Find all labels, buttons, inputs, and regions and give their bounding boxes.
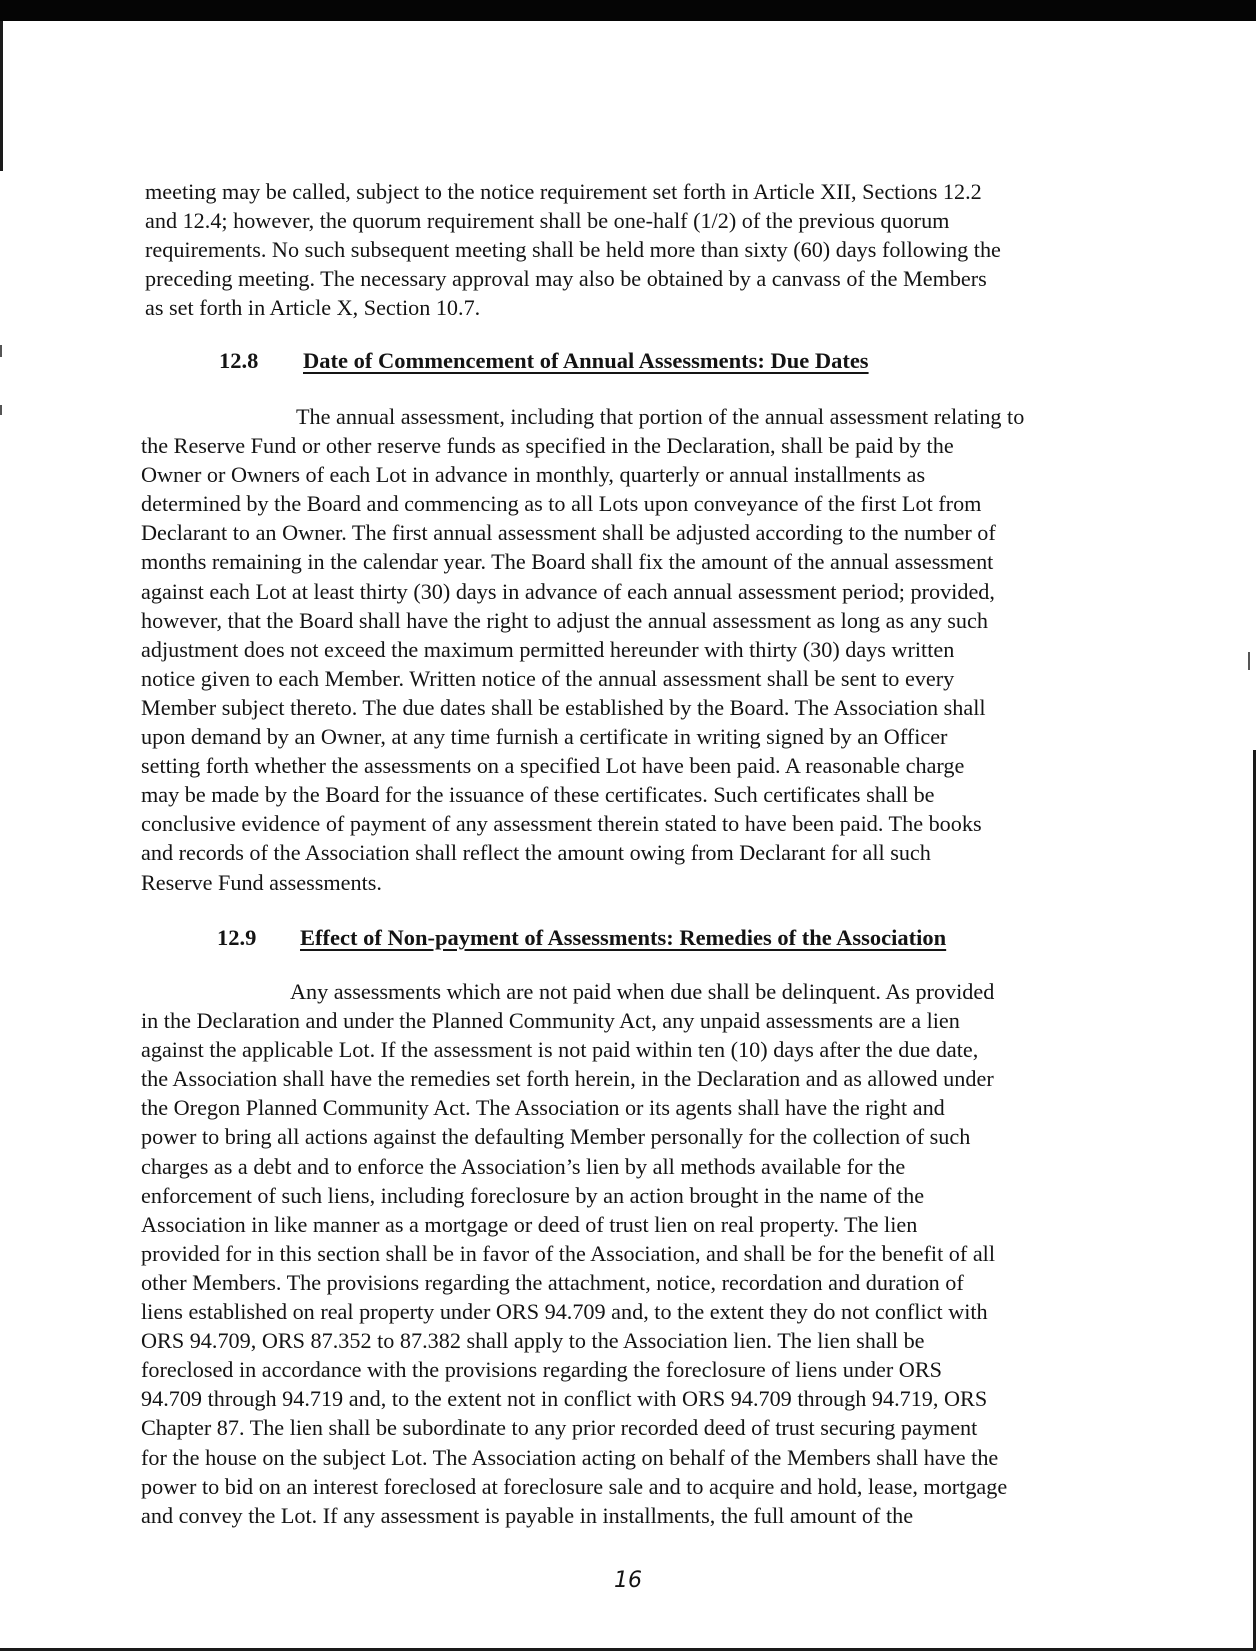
- text-line: setting forth whether the assessments on a specified Lot have been paid. A reasonable charge: [141, 753, 965, 779]
- text-line: in the Declaration and under the Planned Community Act, any unpaid assessments are a lien: [141, 1008, 960, 1034]
- text-line: Member subject thereto. The due dates shall be established by the Board. The Association shall: [141, 694, 986, 720]
- text-line: as set forth in Article X, Section 10.7.: [145, 295, 481, 321]
- section-title: Date of Commencement of Annual Assessments: Due Dates: [303, 348, 869, 373]
- text-line: and convey the Lot. If any assessment is payable in installments, the full amount of the: [141, 1502, 914, 1528]
- text-line: and records of the Association shall reflect the amount owing from Declarant for all such: [141, 840, 931, 866]
- section-12-9-body: [141, 977, 1007, 1530]
- text-line: 94.709 through 94.719 and, to the extent not in conflict with ORS 94.709 through 94.719, ORS: [141, 1386, 988, 1412]
- text-line: for the house on the subject Lot. The Association acting on behalf of the Members shall have the: [141, 1444, 999, 1470]
- text-line: enforcement of such liens, including foreclosure by an action brought in the name of the: [141, 1182, 925, 1208]
- section-12-8-heading: [219, 348, 869, 374]
- page-number: 16: [614, 1568, 642, 1593]
- section-number: 12.8: [219, 348, 259, 373]
- opening-paragraph: [145, 177, 1001, 322]
- section-number: 12.9: [217, 925, 257, 950]
- text-line: charges as a debt and to enforce the Association’s lien by all methods available for the: [141, 1153, 906, 1179]
- text-line: and 12.4; however, the quorum requirement shall be one-half (1/2) of the previous quorum: [145, 208, 950, 234]
- text-line: the Association shall have the remedies set forth herein, in the Declaration and as allowed under: [141, 1066, 994, 1092]
- scan-artifact-mark: [0, 345, 2, 357]
- text-line: meeting may be called, subject to the notice requirement set forth in Article XII, Sections 12.2: [145, 179, 982, 204]
- text-line: determined by the Board and commencing as to all Lots upon conveyance of the first Lot from: [141, 491, 982, 517]
- scan-top-border: [0, 0, 1256, 21]
- text-line: Declarant to an Owner. The first annual assessment shall be adjusted according to the number of: [141, 520, 996, 546]
- text-line: foreclosed in accordance with the provisions regarding the foreclosure of liens under ORS: [141, 1357, 942, 1383]
- text-line: Association in like manner as a mortgage or deed of trust lien on real property. The lien: [141, 1211, 918, 1237]
- text-line: however, that the Board shall have the right to adjust the annual assessment as long as any such: [141, 607, 988, 633]
- text-line: Owner or Owners of each Lot in advance in monthly, quarterly or annual installments as: [141, 462, 926, 488]
- text-line: months remaining in the calendar year. The Board shall fix the amount of the annual assessment: [141, 549, 994, 575]
- text-line: adjustment does not exceed the maximum permitted hereunder with thirty (30) days written: [141, 636, 955, 662]
- text-line: other Members. The provisions regarding the attachment, notice, recordation and duration of: [141, 1269, 964, 1295]
- text-line: liens established on real property under ORS 94.709 and, to the extent they do not conflict with: [141, 1299, 988, 1325]
- text-line: ORS 94.709, ORS 87.352 to 87.382 shall apply to the Association lien. The lien shall be: [141, 1328, 925, 1354]
- section-title: Effect of Non-payment of Assessments: Remedies of the Association: [300, 925, 947, 950]
- text-line: notice given to each Member. Written notice of the annual assessment shall be sent to every: [141, 665, 955, 691]
- text-line: Chapter 87. The lien shall be subordinate to any prior recorded deed of trust securing payment: [141, 1415, 978, 1441]
- text-line: Any assessments which are not paid when due shall be delinquent. As provided: [290, 979, 995, 1004]
- text-line: the Reserve Fund or other reserve funds as specified in the Declaration, shall be paid by the: [141, 433, 954, 459]
- text-line: power to bid on an interest foreclosed at foreclosure sale and to acquire and hold, lease, mortgage: [141, 1473, 1008, 1499]
- text-line: preceding meeting. The necessary approval may also be obtained by a canvass of the Members: [145, 266, 987, 292]
- scan-artifact-mark: [1248, 652, 1250, 670]
- section-12-9-heading: [217, 925, 947, 951]
- text-line: power to bring all actions against the defaulting Member personally for the collection of such: [141, 1124, 971, 1150]
- scan-left-edge: [0, 21, 3, 171]
- text-line: Reserve Fund assessments.: [141, 869, 382, 895]
- text-line: upon demand by an Owner, at any time furnish a certificate in writing signed by an Officer: [141, 724, 948, 750]
- text-line: may be made by the Board for the issuance of these certificates. Such certificates shall be: [141, 782, 935, 808]
- text-line: the Oregon Planned Community Act. The Association or its agents shall have the right and: [141, 1095, 945, 1121]
- text-line: requirements. No such subsequent meeting shall be held more than sixty (60) days following the: [145, 237, 1001, 263]
- text-line: conclusive evidence of payment of any assessment therein stated to have been paid. The books: [141, 811, 982, 837]
- text-line: The annual assessment, including that portion of the annual assessment relating to: [296, 404, 1025, 429]
- scan-artifact-mark: [0, 405, 2, 415]
- section-12-8-body: [141, 402, 1024, 897]
- text-line: against the applicable Lot. If the assessment is not paid within ten (10) days after the due date,: [141, 1037, 979, 1063]
- text-line: provided for in this section shall be in favor of the Association, and shall be for the benefit of all: [141, 1240, 996, 1266]
- text-line: against each Lot at least thirty (30) days in advance of each annual assessment period; provided,: [141, 578, 995, 604]
